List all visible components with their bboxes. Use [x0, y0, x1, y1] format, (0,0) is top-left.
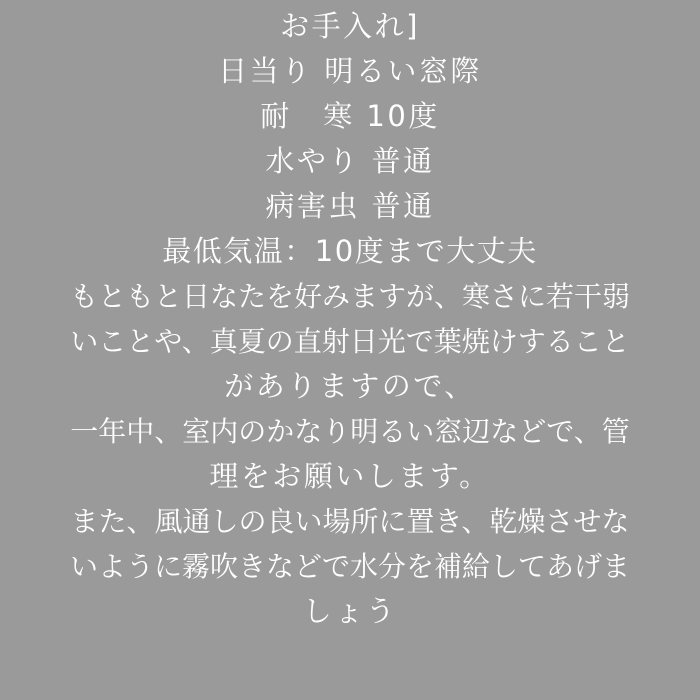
text-line: もともと日なたを好みますが、寒さに若干弱	[69, 280, 630, 313]
text-line: また、風通しの良い場所に置き、乾燥させな	[70, 505, 630, 538]
text-line: いことや、真夏の直射日光で葉焼けすること	[70, 325, 630, 358]
text-line: 日当り 明るい窓際	[218, 54, 482, 88]
text-line: がありますので、	[224, 369, 476, 403]
text-line: 耐 寒 10度	[260, 99, 440, 133]
text-line: しょう	[302, 594, 398, 628]
text-line: 病害虫 普通	[265, 189, 435, 223]
text-line: 一年中、室内のかなり明るい窓辺などで、管	[70, 415, 630, 448]
text-line: 水やり 普通	[265, 144, 435, 178]
text-line: 最低気温：10度まで大丈夫	[162, 234, 538, 268]
text-line: いように霧吹きなどで水分を補給してあげま	[69, 550, 630, 583]
text-line: 理をお願いします。	[209, 459, 491, 493]
text-line: お手入れ]	[280, 9, 420, 43]
